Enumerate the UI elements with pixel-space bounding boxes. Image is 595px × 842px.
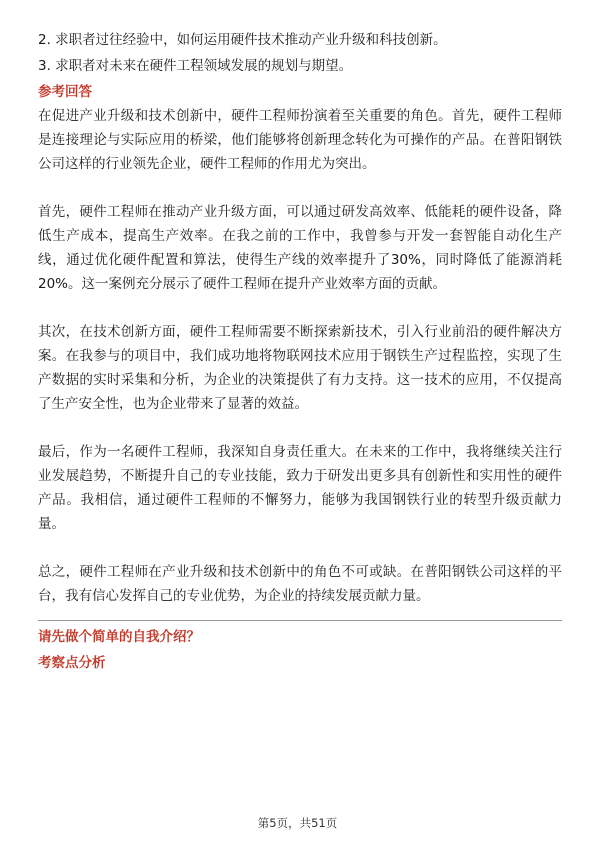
question-item-3: 3. 求职者对未来在硬件工程领域发展的规划与期望。 — [38, 58, 353, 74]
answer-heading: 参考回答 — [38, 84, 92, 100]
section-divider — [38, 620, 562, 621]
analysis-heading: 考察点分析 — [38, 655, 106, 671]
page-footer: 第5页，共51页 — [257, 816, 338, 830]
answer-paragraph-intro: 在促进产业升级和技术创新中，硬件工程师扮演着至关重要的角色。首先，硬件工程师是连接理论与实际应用的桥梁，他们能够将创新理念转化为可操作的产品。在普阳钢铁公司这样的行业领先企业，硬件工程师的作用尤为突出。 — [38, 108, 562, 172]
answer-paragraph-innovation: 其次，在技术创新方面，硬件工程师需要不断探索新技术，引入行业前沿的硬件解决方案。在我参与的项目中，我们成功地将物联网技术应用于钢铁生产过程监控，实现了生产数据的实时采集和分析，为企业的决策提供了有力支持。这一技术的应用，不仅提高了生产安全性，也为企业带来了显著的效益。 — [38, 324, 562, 412]
question-item-2: 2. 求职者过往经验中，如何运用硬件技术推动产业升级和科技创新。 — [38, 32, 447, 48]
page-content — [38, 28, 562, 675]
answer-paragraph-responsibility: 最后，作为一名硬件工程师，我深知自身责任重大。在未来的工作中，我将继续关注行业发展趋势，不断提升自己的专业技能，致力于研发出更多具有创新性和实用性的硬件产品。我相信，通过硬件工程师的不懈努力，能够为我国钢铁行业的转型升级贡献力量。 — [38, 444, 562, 532]
answer-paragraph-conclusion: 总之，硬件工程师在产业升级和技术创新中的角色不可或缺。在普阳钢铁公司这样的平台，我有信心发挥自己的专业优势，为企业的持续发展贡献力量。 — [38, 564, 562, 604]
answer-paragraph-upgrade: 首先，硬件工程师在推动产业升级方面，可以通过研发高效率、低能耗的硬件设备，降低生产成本，提高生产效率。在我之前的工作中，我曾参与开发一套智能自动化生产线，通过优化硬件配置和算法，使得生产线的效率提升了30%，同时降低了能源消耗20%。这一案例充分展示了硬件工程师在提升产业效率方面的贡献。 — [38, 204, 562, 292]
next-question-title: 请先做个简单的自我介绍？ — [38, 629, 200, 645]
